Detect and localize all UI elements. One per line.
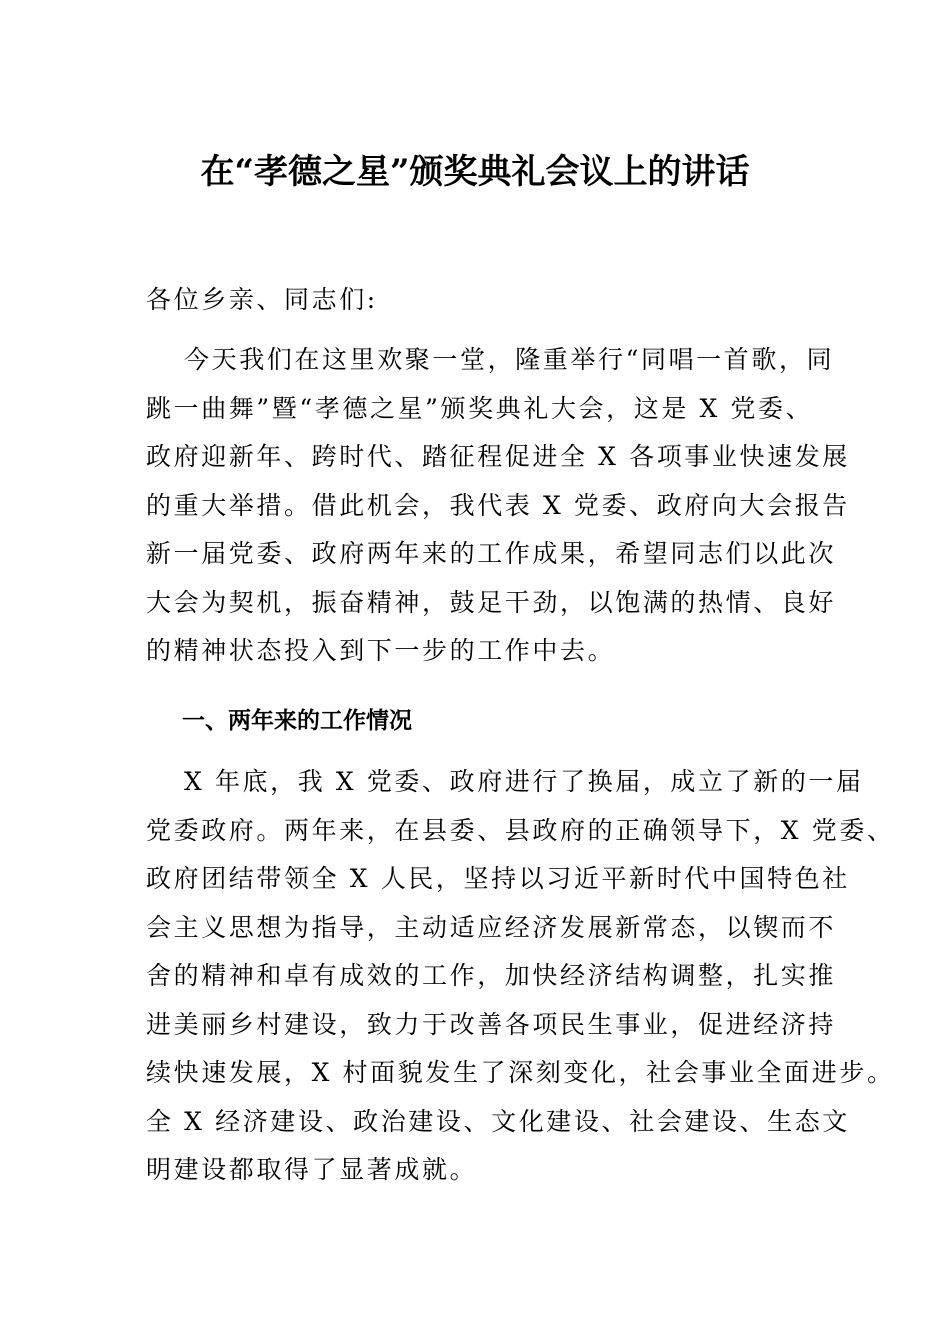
paragraph-intro [146,336,850,676]
paragraph-line: 政府团结带领全 X 人民，坚持以习近平新时代中国特色社 [146,864,850,893]
paragraph-line: 的重大举措。借此机会，我代表 X 党委、政府向大会报告 [146,490,850,520]
paragraph-line: 党委政府。两年来，在县委、县政府的正确领导下，X 党委、 [146,815,895,845]
paragraph-line: 全 X 经济建设、政治建设、文化建设、社会建设、生态文 [146,1106,850,1136]
paragraph-line: 舍的精神和卓有成效的工作，加快经济结构调整，扎实推 [146,961,837,990]
paragraph-work-summary [146,758,895,1195]
paragraph-line: 今天我们在这里欢聚一堂，隆重举行“同唱一首歌，同 [184,345,835,374]
paragraph-line: 续快速发展，X 村面貌发生了深刻变化，社会事业全面进步。 [146,1058,895,1087]
paragraph-line: X 年底，我 X 党委、政府进行了换届，成立了新的一届 [184,767,864,796]
paragraph-line: 的精神状态投入到下一步的工作中去。 [146,636,616,665]
greeting-line: 各位乡亲、同志们: [146,285,378,314]
document-title: 在“孝德之星”颁奖典礼会议上的讲话 [200,152,750,192]
paragraph-line: 明建设都取得了显著成就。 [146,1155,478,1184]
paragraph-line: 进美丽乡村建设，致力于改善各项民生事业，促进经济持 [146,1009,837,1039]
paragraph-line: 会主义思想为指导，主动适应经济发展新常态，以锲而不 [146,912,837,942]
paragraph-line: 跳一曲舞”暨“孝德之星”颁奖典礼大会，这是 X 党委、 [146,393,814,423]
section-heading: 一、两年来的工作情况 [182,708,412,734]
paragraph-line: 大会为契机，振奋精神，鼓足干劲，以饱满的热情、良好 [146,587,837,617]
paragraph-line: 政府迎新年、跨时代、踏征程促进全 X 各项事业快速发展 [146,442,850,471]
paragraph-line: 新一届党委、政府两年来的工作成果，希望同志们以此次 [146,539,837,568]
